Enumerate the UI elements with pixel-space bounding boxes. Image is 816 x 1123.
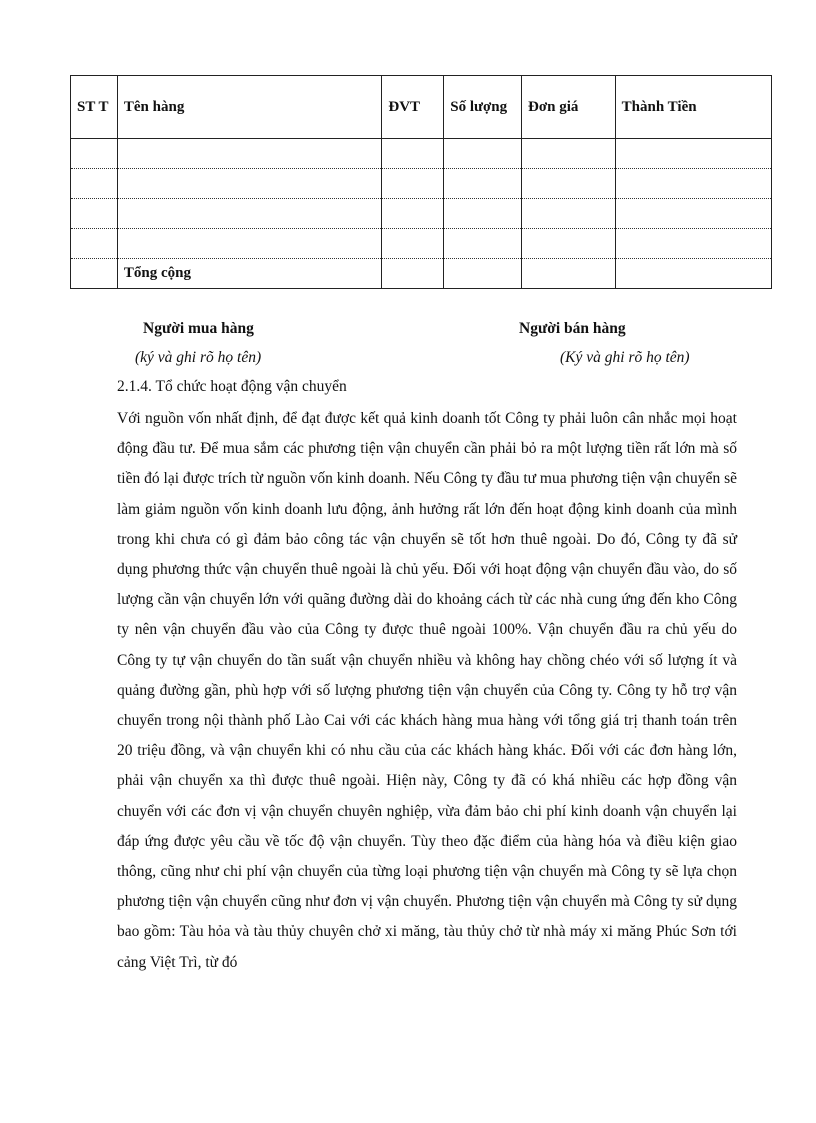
table-cell (522, 139, 616, 169)
table-cell (522, 199, 616, 229)
seller-signature-title: Người bán hàng (519, 320, 626, 337)
table-cell (522, 169, 616, 199)
table-row (71, 169, 772, 199)
table-cell (71, 169, 118, 199)
table-cell (382, 139, 444, 169)
seller-signature-note-block (560, 349, 690, 367)
buyer-signature-note: (ký và ghi rõ họ tên) (135, 349, 262, 366)
header-so-luong: Số lượng (444, 76, 522, 139)
table-cell (444, 169, 522, 199)
invoice-table (70, 75, 772, 289)
table-cell (522, 259, 616, 289)
table-cell (444, 259, 522, 289)
header-stt: ST T (71, 76, 118, 139)
table-cell (444, 199, 522, 229)
table-cell (615, 199, 771, 229)
header-thanh-tien: Thành Tiền (615, 76, 771, 139)
table-header-row (71, 76, 772, 139)
buyer-signature-title-block (143, 320, 254, 338)
table-cell (71, 199, 118, 229)
table-row (71, 139, 772, 169)
seller-signature-title-block (519, 320, 626, 338)
table-cell (615, 139, 771, 169)
table-row (71, 199, 772, 229)
table-cell (117, 139, 381, 169)
section-heading: 2.1.4. Tổ chức hoạt động vận chuyển (117, 378, 347, 395)
table-cell (615, 259, 771, 289)
table-cell (117, 169, 381, 199)
section-paragraph: Với nguồn vốn nhất định, để đạt được kết quả kinh doanh tốt Công ty phải luôn cân nhắc mọi hoạt động đầu tư. Để mua sắm các phương tiện vận chuyển cần phải bỏ ra một lượng tiền rất lớn mà số tiền đó lại được trích từ nguồn vốn kinh doanh. Nếu Công ty đầu tư mua phương tiện vận chuyển sẽ làm giảm nguồn vốn kinh doanh lưu động, ảnh hưởng rất lớn đến hoạt động kinh doanh của mình trong khi chưa có gì đảm bảo công tác vận chuyển sẽ tốt hơn thuê ngoài. Do đó, Công ty đã sử dụng phương thức vận chuyển thuê ngoài là chủ yếu. Đối với hoạt động vận chuyển đầu vào, do số lượng cần vận chuyển lớn với quãng đường dài do khoảng cách từ các nhà cung ứng đến kho Công ty nên vận chuyển đầu vào của Công ty được thuê ngoài 100%. Vận chuyển đầu ra chủ yếu do Công ty tự vận chuyển do tần suất vận chuyển nhiều và không hay chồng chéo với số lượng ít và quảng đường gần, phù hợp với số lượng phương tiện vận chuyển của Công ty. Công ty hỗ trợ vận chuyển trong nội thành phố Lào Cai với các khách hàng mua hàng với tổng giá trị thanh toán trên 20 triệu đồng, và vận chuyển khi có nhu cầu của các khách hàng khác. Đối với các đơn hàng lớn, phải vận chuyển xa thì được thuê ngoài. Hiện này, Công ty đã có khá nhiều các hợp đồng vận chuyển với các đơn vị vận chuyển chuyên nghiệp, vừa đảm bảo chi phí kinh doanh vận chuyển lại đáp ứng được yêu cầu về tốc độ vận chuyển. Tùy theo đặc điểm của hàng hóa và điều kiện giao thông, cũng như chi phí vận chuyển của từng loại phương tiện vận chuyển mà Công ty sẽ lựa chọn phương tiện vận chuyển cũng như đơn vị vận chuyển. Phương tiện vận chuyển mà Công ty sử dụng bao gồm: Tàu hỏa và tàu thủy chuyên chở xi măng, tàu thủy chở từ nhà máy xi măng Phúc Sơn tới cảng Việt Trì, từ đó (117, 410, 737, 971)
total-label: Tổng cộng (117, 259, 381, 289)
table-cell (444, 139, 522, 169)
table-total-row (71, 259, 772, 289)
table-cell (117, 199, 381, 229)
table-cell (444, 229, 522, 259)
table-cell (382, 199, 444, 229)
buyer-signature-note-block (135, 349, 261, 367)
table-cell (71, 229, 118, 259)
table-cell (522, 229, 616, 259)
table-cell (382, 169, 444, 199)
header-don-gia: Đơn giá (522, 76, 616, 139)
header-dvt: ĐVT (382, 76, 444, 139)
table-cell (382, 259, 444, 289)
buyer-signature-title: Người mua hàng (143, 320, 254, 337)
table-cell (382, 229, 444, 259)
table-row (71, 229, 772, 259)
table-cell (117, 229, 381, 259)
table-cell (615, 229, 771, 259)
table-cell (71, 259, 118, 289)
table-cell (71, 139, 118, 169)
seller-signature-note: (Ký và ghi rõ họ tên) (560, 349, 690, 366)
header-ten-hang: Tên hàng (117, 76, 381, 139)
table-cell (615, 169, 771, 199)
